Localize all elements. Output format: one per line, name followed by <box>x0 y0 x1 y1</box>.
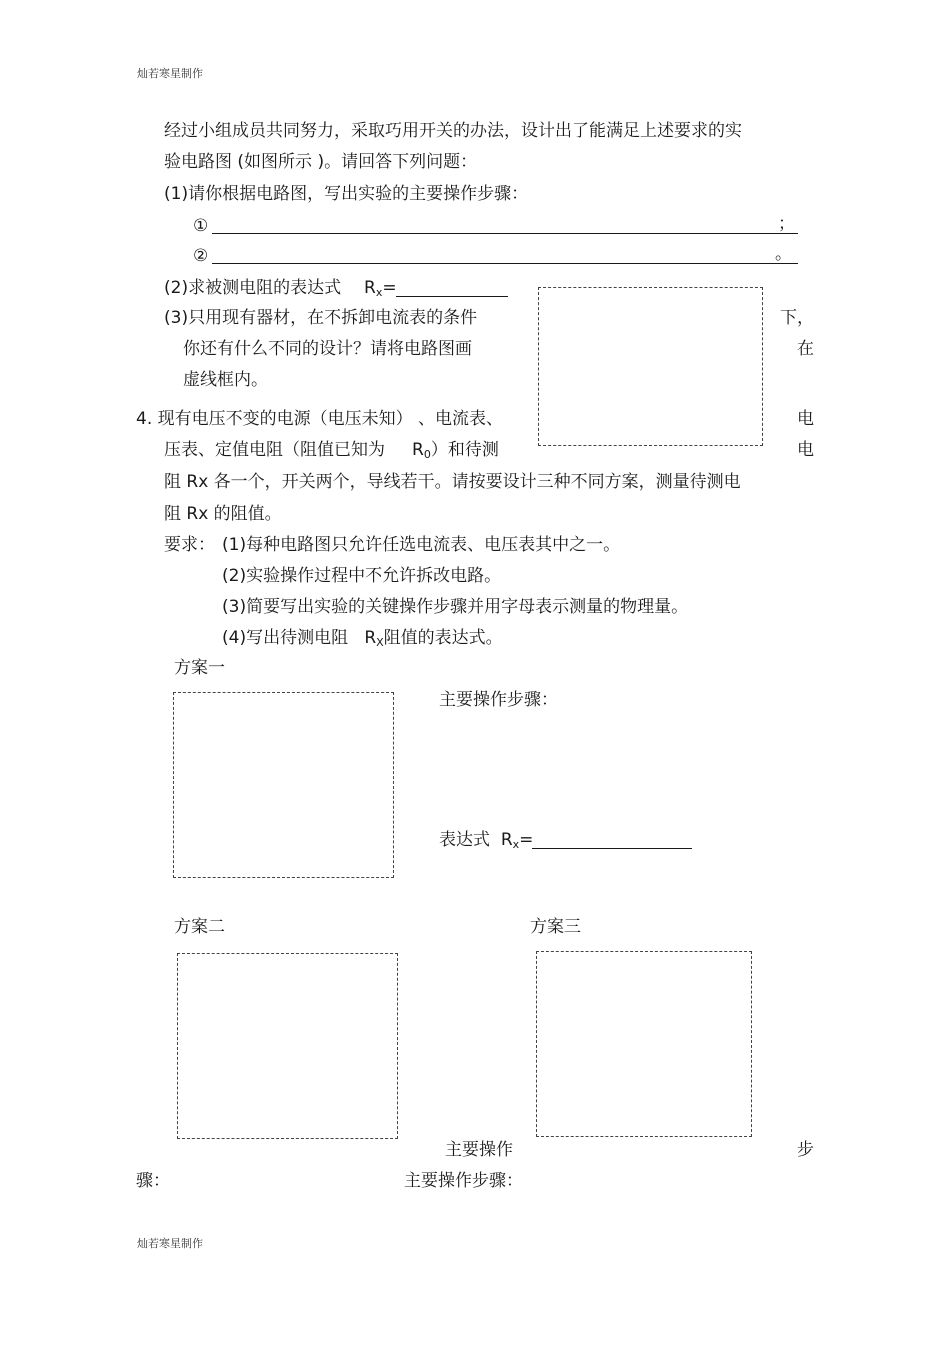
plan-2-drawing-box[interactable] <box>177 953 398 1139</box>
question-2-rx: $R_x=$ <box>364 278 397 299</box>
intro-line-1: 经过小组成员共同努力，采取巧用开关的办法，设计出了能满足上述要求的实 <box>164 121 742 141</box>
question-3-line-1-end: 下， <box>780 308 814 328</box>
plan-3-title: 方案三 <box>530 917 581 937</box>
question-2-answer-line <box>396 296 508 297</box>
question-3-line-3: 虚线框内。 <box>183 370 268 390</box>
plan-2-title: 方案二 <box>174 917 225 937</box>
step-2-marker: ② <box>193 246 209 266</box>
question-3-line-2: 你还有什么不同的设计？请将电路图画 <box>183 339 472 359</box>
problem-4-line-3: 阻 Rx 各一个，开关两个，导线若干。请按要设计三种不同方案，测量待测电 <box>164 472 741 492</box>
plan-3-steps-label-wrap: 骤： <box>136 1171 170 1191</box>
step-1-end: ； <box>778 214 795 234</box>
header-watermark: 灿若寒星制作 <box>137 67 203 80</box>
plan-1-title: 方案一 <box>174 658 225 678</box>
problem-4-line-1: 4. 现有电压不变的电源（电压未知） 、电流表、 <box>136 409 504 429</box>
step-1-marker: ① <box>193 216 209 236</box>
requirement-3: (3)简要写出实验的关键操作步骤并用字母表示测量的物理量。 <box>222 597 689 617</box>
problem-4-line-1-end: 电 <box>797 409 814 429</box>
step-1-answer-line <box>212 233 798 234</box>
plan-1-answer-line <box>532 848 692 849</box>
requirement-4: (4)写出待测电阻 $R_X$阻值的表达式。 <box>222 628 503 649</box>
plan-3-steps-label-start: 主要操作 <box>445 1140 513 1160</box>
plan-3-drawing-box[interactable] <box>536 951 752 1137</box>
requirement-2: (2)实验操作过程中不允许拆改电路。 <box>222 566 502 586</box>
question-3-line-2-end: 在 <box>797 339 814 359</box>
question-3-drawing-box[interactable] <box>538 287 763 446</box>
problem-4-line-2-end: 电 <box>797 440 814 460</box>
intro-line-2: 验电路图 (如图所示 )。请回答下列问题： <box>164 152 478 172</box>
requirements-label: 要求： <box>164 535 215 555</box>
step-2-end: 。 <box>775 244 792 264</box>
requirement-1: (1)每种电路图只允许任选电流表、电压表其中之一。 <box>222 535 621 555</box>
plan-1-expression: 表达式 $R_x=$ <box>439 830 534 851</box>
problem-4-line-2: 压表、定值电阻（阻值已知为 $R_0$）和待测 <box>164 440 499 461</box>
plan-3-steps-label-end: 步 <box>797 1140 814 1160</box>
step-2-answer-line <box>212 263 798 264</box>
question-1-label: (1)请你根据电路图，写出实验的主要操作步骤： <box>164 184 529 204</box>
footer-watermark: 灿若寒星制作 <box>137 1237 203 1250</box>
question-2-label: (2)求被测电阻的表达式 <box>164 278 342 298</box>
plan-1-steps-label: 主要操作步骤： <box>439 690 558 710</box>
plan-2-steps-label: 主要操作步骤： <box>404 1171 523 1191</box>
plan-1-drawing-box[interactable] <box>173 692 394 878</box>
problem-4-line-4: 阻 Rx 的阻值。 <box>164 504 282 524</box>
question-3-line-1: (3)只用现有器材，在不拆卸电流表的条件 <box>164 308 478 328</box>
